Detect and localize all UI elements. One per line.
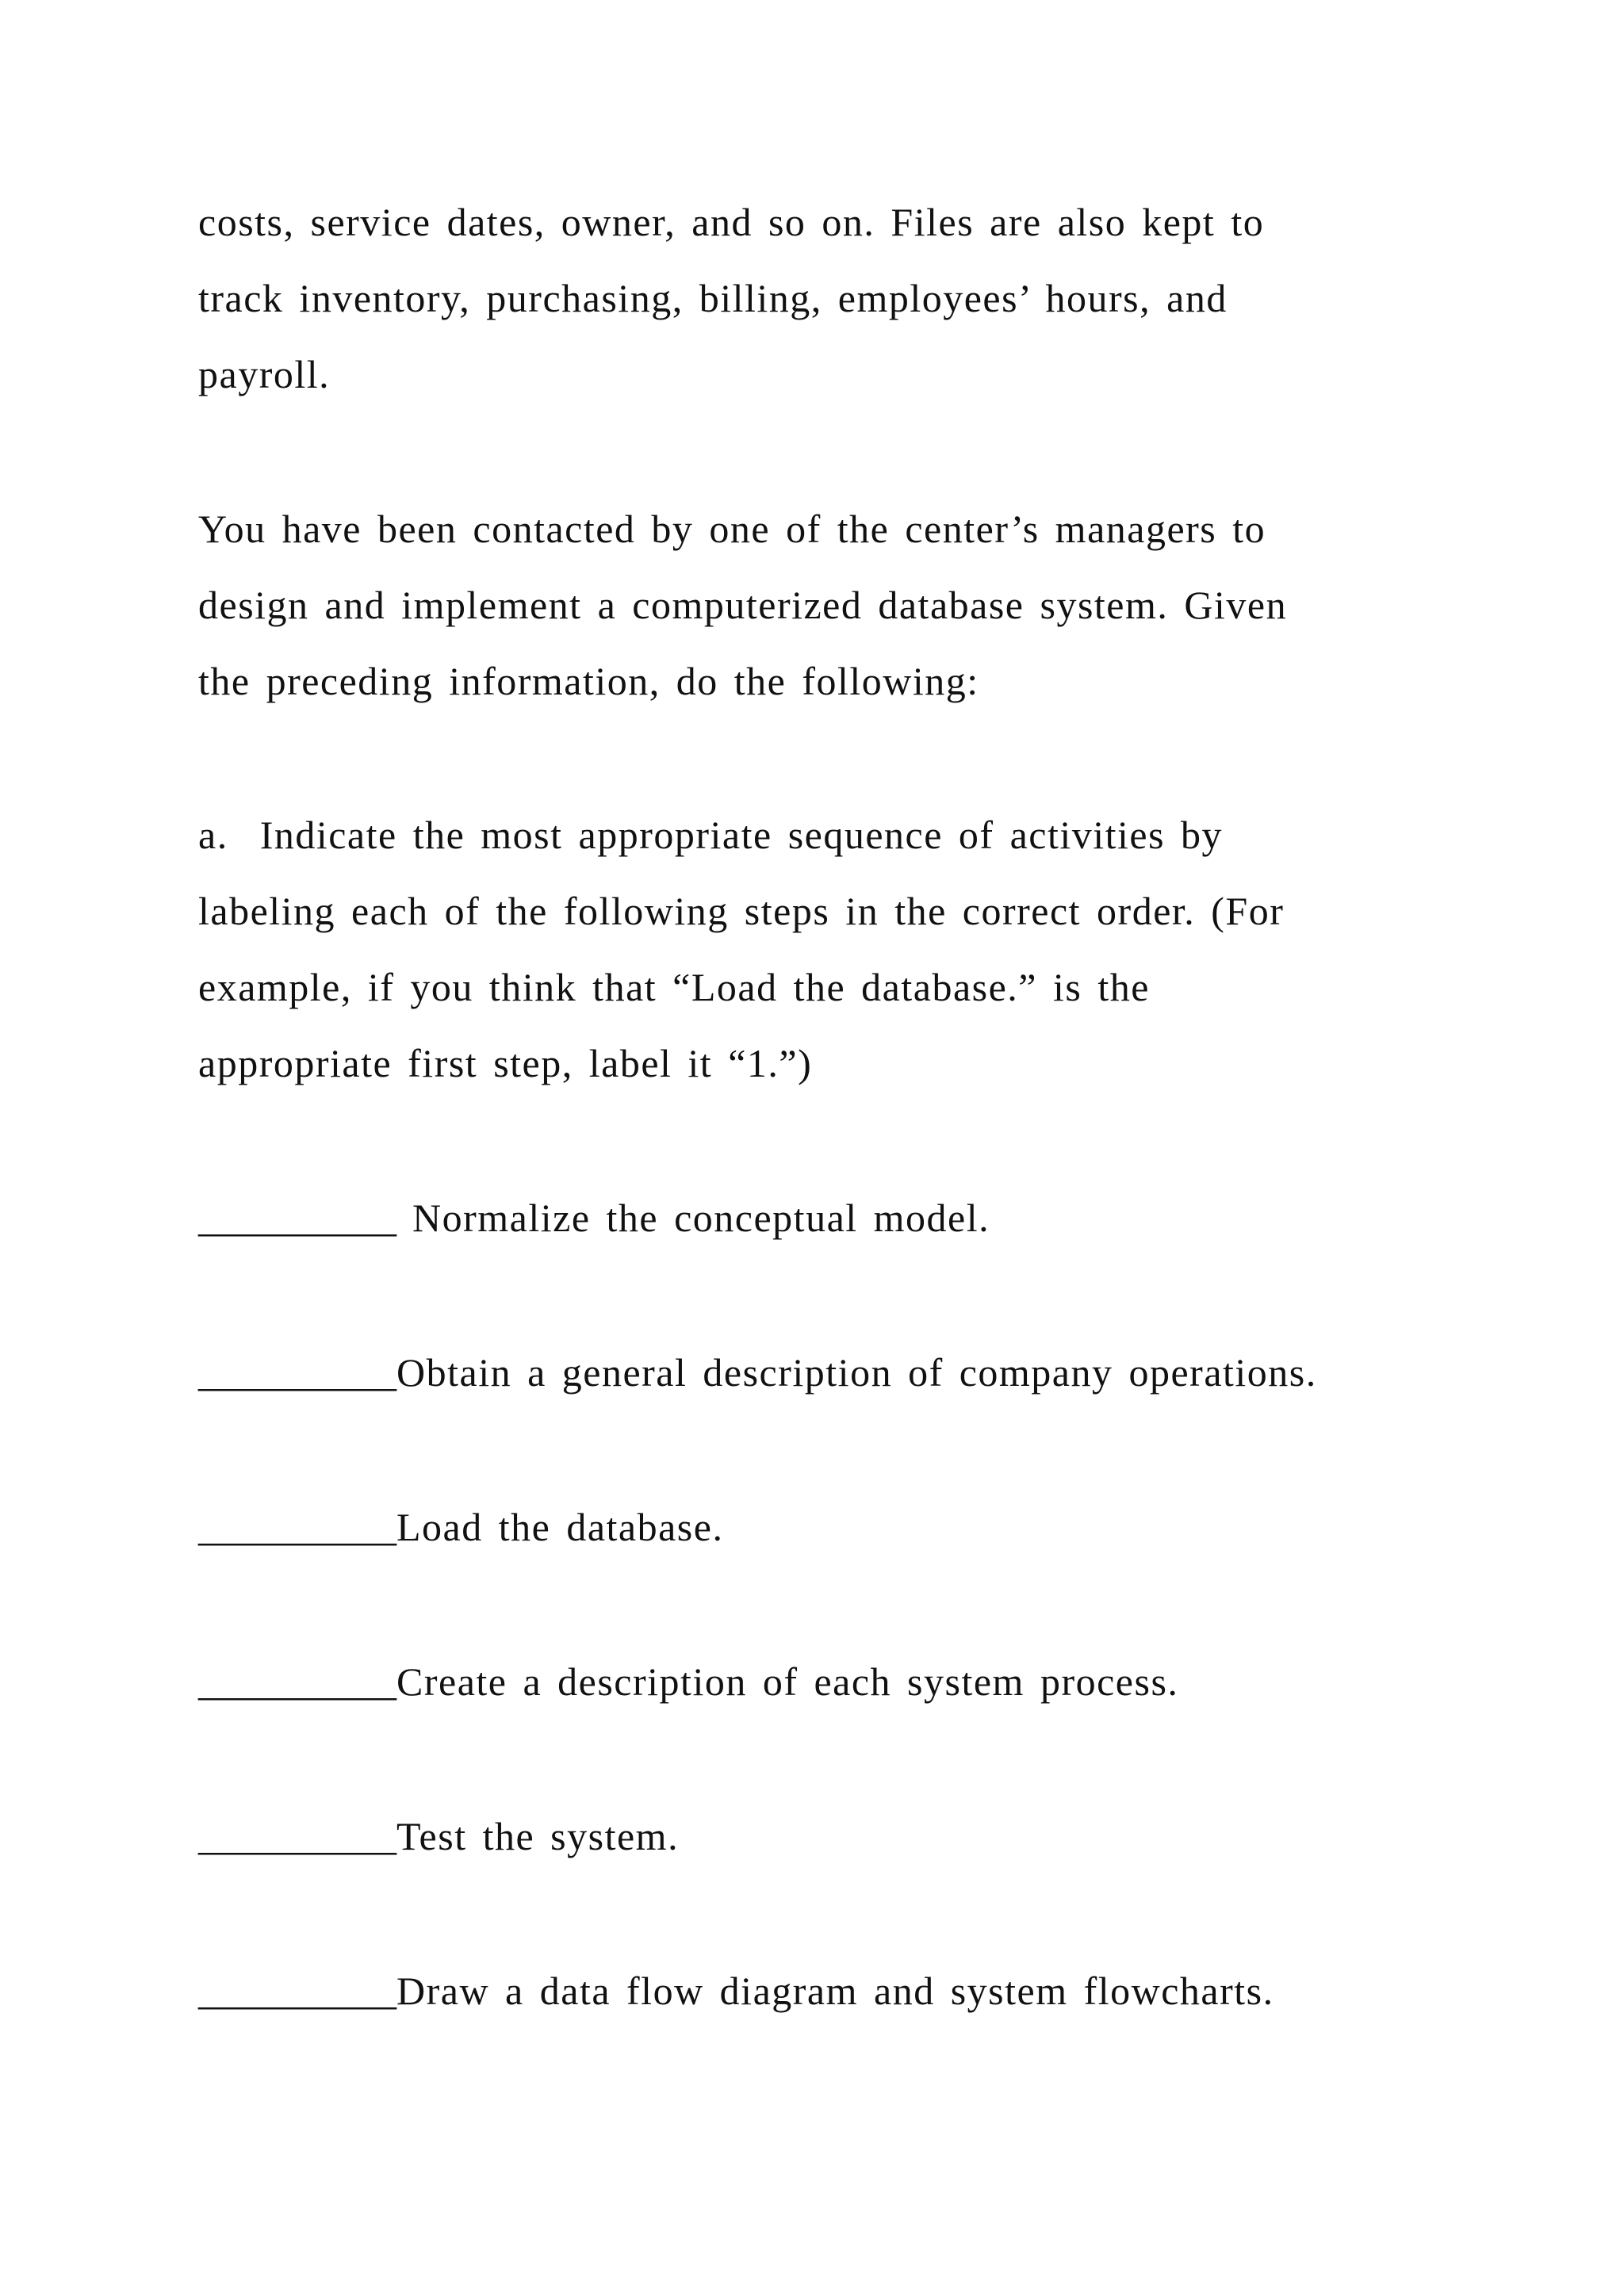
step-text: Test the system. — [396, 1814, 680, 1858]
step-text: Normalize the conceptual model. — [396, 1196, 990, 1240]
paragraph-2-line-1: You have been contacted by one of the center’s managers to — [198, 507, 1266, 551]
paragraph-1-line-2: track inventory, purchasing, billing, employees’ hours, and — [198, 276, 1228, 320]
step-item — [198, 1967, 1274, 2015]
answer-blank[interactable]: __________ — [198, 1814, 396, 1858]
answer-blank[interactable]: __________ — [198, 1969, 396, 2013]
step-item — [198, 1194, 990, 1242]
paragraph-1-line-1: costs, service dates, owner, and so on. Files are also kept to — [198, 200, 1265, 244]
answer-blank[interactable]: __________ — [198, 1196, 396, 1240]
step-text: Create a description of each system process. — [396, 1659, 1179, 1704]
paragraph-2-line-3: the preceding information, do the following: — [198, 659, 979, 703]
step-item — [198, 1658, 1178, 1705]
paragraph-3-line-3: example, if you think that “Load the database.” is the — [198, 965, 1150, 1009]
step-item — [198, 1349, 1317, 1396]
step-item — [198, 1812, 679, 1860]
step-text: Draw a data flow diagram and system flowcharts. — [396, 1969, 1274, 2013]
answer-blank[interactable]: __________ — [198, 1505, 396, 1549]
answer-blank[interactable]: __________ — [198, 1350, 396, 1395]
paragraph-3-line-4: appropriate first step, label it “1.”) — [198, 1041, 813, 1085]
paragraph-2-line-2: design and implement a computerized database system. Given — [198, 583, 1288, 627]
step-text: Obtain a general description of company operations. — [396, 1350, 1317, 1395]
step-text: Load the database. — [396, 1505, 724, 1549]
paragraph-3-line-2: labeling each of the following steps in the correct order. (For — [198, 889, 1285, 933]
paragraph-3-line-1: a. Indicate the most appropriate sequence of activities by — [198, 813, 1224, 857]
paragraph-1-line-3: payroll. — [198, 352, 331, 396]
step-item — [198, 1503, 723, 1551]
answer-blank[interactable]: __________ — [198, 1659, 396, 1704]
